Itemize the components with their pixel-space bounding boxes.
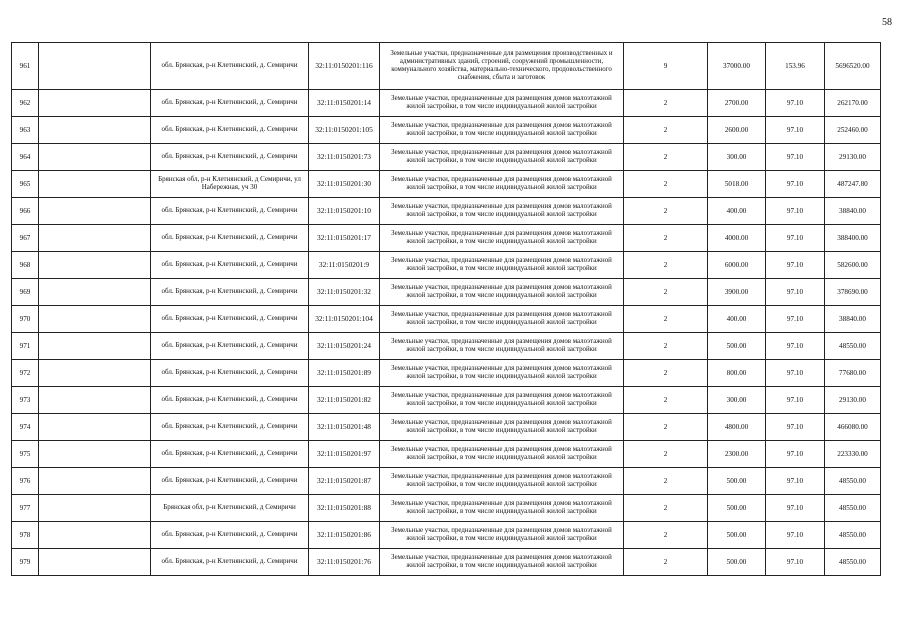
- table-row: [12, 198, 881, 225]
- area-cell: 500.00: [708, 468, 766, 495]
- area-cell: 800.00: [708, 360, 766, 387]
- cadastral-number-cell: 32:11:0150201:14: [309, 90, 380, 117]
- address-cell: обл. Брянская, р-н Клетнянский, д. Семиричи: [151, 414, 309, 441]
- cadastral-value-cell: 487247.80: [825, 171, 881, 198]
- table-row: [12, 387, 881, 414]
- address-cell: обл. Брянская, р-н Клетнянский, д. Семиричи: [151, 468, 309, 495]
- specific-value-cell: 97.10: [766, 360, 825, 387]
- area-cell: 500.00: [708, 549, 766, 576]
- blank-cell: [39, 90, 151, 117]
- table-row: [12, 522, 881, 549]
- address-cell: обл. Брянская, р-н Клетнянский, д. Семиричи: [151, 387, 309, 414]
- row-number-cell: 979: [12, 549, 39, 576]
- row-number-cell: 974: [12, 414, 39, 441]
- address-cell: обл. Брянская, р-н Клетнянский, д. Семиричи: [151, 279, 309, 306]
- cadastral-number-cell: 32:11:0150201:88: [309, 495, 380, 522]
- area-cell: 2600.00: [708, 117, 766, 144]
- row-number-cell: 971: [12, 333, 39, 360]
- cadastral-number-cell: 32:11:0150201:105: [309, 117, 380, 144]
- cadastral-number-cell: 32:11:0150201:87: [309, 468, 380, 495]
- cadastral-value-cell: 5696520.00: [825, 43, 881, 90]
- blank-cell: [39, 144, 151, 171]
- table-row: [12, 144, 881, 171]
- group-number-cell: 2: [624, 144, 708, 171]
- address-cell: обл. Брянская, р-н Клетнянский, д. Семиричи: [151, 198, 309, 225]
- specific-value-cell: 97.10: [766, 252, 825, 279]
- row-number-cell: 968: [12, 252, 39, 279]
- row-number-cell: 975: [12, 441, 39, 468]
- table-row: [12, 306, 881, 333]
- specific-value-cell: 97.10: [766, 225, 825, 252]
- blank-cell: [39, 43, 151, 90]
- row-number-cell: 961: [12, 43, 39, 90]
- area-cell: 400.00: [708, 198, 766, 225]
- cadastral-value-cell: 29130.00: [825, 387, 881, 414]
- group-number-cell: 2: [624, 360, 708, 387]
- specific-value-cell: 97.10: [766, 90, 825, 117]
- blank-cell: [39, 495, 151, 522]
- specific-value-cell: 97.10: [766, 495, 825, 522]
- address-cell: обл. Брянская, р-н Клетнянский, д. Семиричи: [151, 522, 309, 549]
- group-number-cell: 9: [624, 43, 708, 90]
- area-cell: 400.00: [708, 306, 766, 333]
- group-number-cell: 2: [624, 279, 708, 306]
- specific-value-cell: 153.96: [766, 43, 825, 90]
- blank-cell: [39, 441, 151, 468]
- row-number-cell: 978: [12, 522, 39, 549]
- group-number-cell: 2: [624, 549, 708, 576]
- area-cell: 3900.00: [708, 279, 766, 306]
- area-cell: 2700.00: [708, 90, 766, 117]
- specific-value-cell: 97.10: [766, 117, 825, 144]
- cadastral-number-cell: 32:11:0150201:116: [309, 43, 380, 90]
- row-number-cell: 966: [12, 198, 39, 225]
- group-number-cell: 2: [624, 306, 708, 333]
- blank-cell: [39, 198, 151, 225]
- cadastral-number-cell: 32:11:0150201:89: [309, 360, 380, 387]
- table-row: [12, 171, 881, 198]
- group-number-cell: 2: [624, 495, 708, 522]
- area-cell: 300.00: [708, 387, 766, 414]
- table-row: [12, 414, 881, 441]
- land-use-cell: Земельные участки, предназначенные для размещения домов малоэтажной жилой застройки, в том числе индивидуальной жилой застройки: [380, 549, 624, 576]
- address-cell: обл. Брянская, р-н Клетнянский, д. Семиричи: [151, 333, 309, 360]
- specific-value-cell: 97.10: [766, 441, 825, 468]
- row-number-cell: 977: [12, 495, 39, 522]
- land-use-cell: Земельные участки, предназначенные для размещения домов малоэтажной жилой застройки, в том числе индивидуальной жилой застройки: [380, 495, 624, 522]
- cadastral-value-cell: 466080.00: [825, 414, 881, 441]
- group-number-cell: 2: [624, 171, 708, 198]
- specific-value-cell: 97.10: [766, 144, 825, 171]
- group-number-cell: 2: [624, 90, 708, 117]
- cadastral-number-cell: 32:11:0150201:9: [309, 252, 380, 279]
- group-number-cell: 2: [624, 522, 708, 549]
- row-number-cell: 970: [12, 306, 39, 333]
- address-cell: обл. Брянская, р-н Клетнянский, д. Семиричи: [151, 549, 309, 576]
- blank-cell: [39, 468, 151, 495]
- table-row: [12, 225, 881, 252]
- specific-value-cell: 97.10: [766, 468, 825, 495]
- table-row: [12, 360, 881, 387]
- cadastral-value-cell: 582600.00: [825, 252, 881, 279]
- cadastral-value-cell: 388400.00: [825, 225, 881, 252]
- specific-value-cell: 97.10: [766, 171, 825, 198]
- land-use-cell: Земельные участки, предназначенные для размещения домов малоэтажной жилой застройки, в том числе индивидуальной жилой застройки: [380, 306, 624, 333]
- specific-value-cell: 97.10: [766, 306, 825, 333]
- area-cell: 5018.00: [708, 171, 766, 198]
- area-cell: 2300.00: [708, 441, 766, 468]
- group-number-cell: 2: [624, 117, 708, 144]
- blank-cell: [39, 225, 151, 252]
- table-row: [12, 468, 881, 495]
- cadastral-value-cell: 48550.00: [825, 468, 881, 495]
- blank-cell: [39, 252, 151, 279]
- land-use-cell: Земельные участки, предназначенные для размещения домов малоэтажной жилой застройки, в том числе индивидуальной жилой застройки: [380, 90, 624, 117]
- address-cell: обл. Брянская, р-н Клетнянский, д. Семиричи: [151, 306, 309, 333]
- table-row: [12, 495, 881, 522]
- group-number-cell: 2: [624, 225, 708, 252]
- table-row: [12, 549, 881, 576]
- address-cell: обл. Брянская, р-н Клетнянский, д. Семиричи: [151, 252, 309, 279]
- blank-cell: [39, 117, 151, 144]
- cadastral-value-cell: 378690.00: [825, 279, 881, 306]
- group-number-cell: 2: [624, 441, 708, 468]
- land-use-cell: Земельные участки, предназначенные для размещения домов малоэтажной жилой застройки, в том числе индивидуальной жилой застройки: [380, 117, 624, 144]
- blank-cell: [39, 333, 151, 360]
- cadastral-value-cell: 38840.00: [825, 306, 881, 333]
- land-use-cell: Земельные участки, предназначенные для размещения домов малоэтажной жилой застройки, в том числе индивидуальной жилой застройки: [380, 225, 624, 252]
- area-cell: 37000.00: [708, 43, 766, 90]
- row-number-cell: 967: [12, 225, 39, 252]
- cadastral-number-cell: 32:11:0150201:97: [309, 441, 380, 468]
- blank-cell: [39, 387, 151, 414]
- cadastral-value-cell: 252460.00: [825, 117, 881, 144]
- land-use-cell: Земельные участки, предназначенные для размещения домов малоэтажной жилой застройки, в том числе индивидуальной жилой застройки: [380, 333, 624, 360]
- cadastral-number-cell: 32:11:0150201:24: [309, 333, 380, 360]
- area-cell: 300.00: [708, 144, 766, 171]
- cadastral-value-cell: 262170.00: [825, 90, 881, 117]
- specific-value-cell: 97.10: [766, 279, 825, 306]
- group-number-cell: 2: [624, 468, 708, 495]
- group-number-cell: 2: [624, 387, 708, 414]
- cadastral-number-cell: 32:11:0150201:10: [309, 198, 380, 225]
- land-use-cell: Земельные участки, предназначенные для размещения домов малоэтажной жилой застройки, в том числе индивидуальной жилой застройки: [380, 441, 624, 468]
- specific-value-cell: 97.10: [766, 549, 825, 576]
- cadastral-value-cell: 48550.00: [825, 549, 881, 576]
- blank-cell: [39, 522, 151, 549]
- page-number: 58: [882, 17, 892, 28]
- area-cell: 500.00: [708, 522, 766, 549]
- table-row: [12, 117, 881, 144]
- cadastral-value-table: [11, 42, 881, 576]
- land-use-cell: Земельные участки, предназначенные для размещения домов малоэтажной жилой застройки, в том числе индивидуальной жилой застройки: [380, 468, 624, 495]
- cadastral-number-cell: 32:11:0150201:73: [309, 144, 380, 171]
- address-cell: обл. Брянская, р-н Клетнянский, д. Семиричи: [151, 441, 309, 468]
- cadastral-value-cell: 48550.00: [825, 522, 881, 549]
- area-cell: 4000.00: [708, 225, 766, 252]
- cadastral-value-cell: 48550.00: [825, 333, 881, 360]
- address-cell: Брянская обл, р-н Клетнянский, д Семиричи, ул Набережная, уч 30: [151, 171, 309, 198]
- row-number-cell: 965: [12, 171, 39, 198]
- area-cell: 500.00: [708, 333, 766, 360]
- table-row: [12, 90, 881, 117]
- area-cell: 6000.00: [708, 252, 766, 279]
- address-cell: обл. Брянская, р-н Клетнянский, д. Семиричи: [151, 225, 309, 252]
- cadastral-value-cell: 48550.00: [825, 495, 881, 522]
- cadastral-number-cell: 32:11:0150201:104: [309, 306, 380, 333]
- address-cell: обл. Брянская, р-н Клетнянский, д. Семиричи: [151, 360, 309, 387]
- cadastral-number-cell: 32:11:0150201:86: [309, 522, 380, 549]
- specific-value-cell: 97.10: [766, 333, 825, 360]
- row-number-cell: 976: [12, 468, 39, 495]
- group-number-cell: 2: [624, 333, 708, 360]
- land-use-cell: Земельные участки, предназначенные для размещения домов малоэтажной жилой застройки, в том числе индивидуальной жилой застройки: [380, 144, 624, 171]
- cadastral-number-cell: 32:11:0150201:17: [309, 225, 380, 252]
- blank-cell: [39, 414, 151, 441]
- table-row: [12, 252, 881, 279]
- specific-value-cell: 97.10: [766, 198, 825, 225]
- row-number-cell: 972: [12, 360, 39, 387]
- cadastral-number-cell: 32:11:0150201:82: [309, 387, 380, 414]
- land-use-cell: Земельные участки, предназначенные для размещения домов малоэтажной жилой застройки, в том числе индивидуальной жилой застройки: [380, 279, 624, 306]
- cadastral-number-cell: 32:11:0150201:30: [309, 171, 380, 198]
- group-number-cell: 2: [624, 252, 708, 279]
- specific-value-cell: 97.10: [766, 387, 825, 414]
- land-use-cell: Земельные участки, предназначенные для размещения домов малоэтажной жилой застройки, в том числе индивидуальной жилой застройки: [380, 198, 624, 225]
- table-row: [12, 333, 881, 360]
- group-number-cell: 2: [624, 414, 708, 441]
- address-cell: Брянская обл, р-н Клетнянский, д Семиричи: [151, 495, 309, 522]
- cadastral-number-cell: 32:11:0150201:76: [309, 549, 380, 576]
- land-use-cell: Земельные участки, предназначенные для размещения домов малоэтажной жилой застройки, в том числе индивидуальной жилой застройки: [380, 252, 624, 279]
- land-use-cell: Земельные участки, предназначенные для размещения домов малоэтажной жилой застройки, в том числе индивидуальной жилой застройки: [380, 414, 624, 441]
- land-use-cell: Земельные участки, предназначенные для размещения домов малоэтажной жилой застройки, в том числе индивидуальной жилой застройки: [380, 522, 624, 549]
- area-cell: 500.00: [708, 495, 766, 522]
- table-body: [12, 43, 881, 576]
- address-cell: обл. Брянская, р-н Клетнянский, д. Семиричи: [151, 90, 309, 117]
- cadastral-value-cell: 77680.00: [825, 360, 881, 387]
- blank-cell: [39, 549, 151, 576]
- row-number-cell: 969: [12, 279, 39, 306]
- specific-value-cell: 97.10: [766, 414, 825, 441]
- area-cell: 4800.00: [708, 414, 766, 441]
- row-number-cell: 963: [12, 117, 39, 144]
- land-use-cell: Земельные участки, предназначенные для размещения производственных и административных зданий, строений, сооружений промышленности, коммунального хозяйства, материально-технического, продовольственного снабжения, сбыта и заготовок: [380, 43, 624, 90]
- row-number-cell: 973: [12, 387, 39, 414]
- address-cell: обл. Брянская, р-н Клетнянский, д. Семиричи: [151, 43, 309, 90]
- land-use-cell: Земельные участки, предназначенные для размещения домов малоэтажной жилой застройки, в том числе индивидуальной жилой застройки: [380, 360, 624, 387]
- land-use-cell: Земельные участки, предназначенные для размещения домов малоэтажной жилой застройки, в том числе индивидуальной жилой застройки: [380, 171, 624, 198]
- blank-cell: [39, 306, 151, 333]
- cadastral-value-cell: 223330.00: [825, 441, 881, 468]
- cadastral-number-cell: 32:11:0150201:32: [309, 279, 380, 306]
- blank-cell: [39, 360, 151, 387]
- row-number-cell: 964: [12, 144, 39, 171]
- table-row: [12, 279, 881, 306]
- row-number-cell: 962: [12, 90, 39, 117]
- blank-cell: [39, 279, 151, 306]
- cadastral-value-cell: 38840.00: [825, 198, 881, 225]
- specific-value-cell: 97.10: [766, 522, 825, 549]
- cadastral-value-cell: 29130.00: [825, 144, 881, 171]
- group-number-cell: 2: [624, 198, 708, 225]
- blank-cell: [39, 171, 151, 198]
- address-cell: обл. Брянская, р-н Клетнянский, д. Семиричи: [151, 144, 309, 171]
- address-cell: обл. Брянская, р-н Клетнянский, д. Семиричи: [151, 117, 309, 144]
- table-row: [12, 43, 881, 90]
- table-row: [12, 441, 881, 468]
- land-use-cell: Земельные участки, предназначенные для размещения домов малоэтажной жилой застройки, в том числе индивидуальной жилой застройки: [380, 387, 624, 414]
- cadastral-number-cell: 32:11:0150201:48: [309, 414, 380, 441]
